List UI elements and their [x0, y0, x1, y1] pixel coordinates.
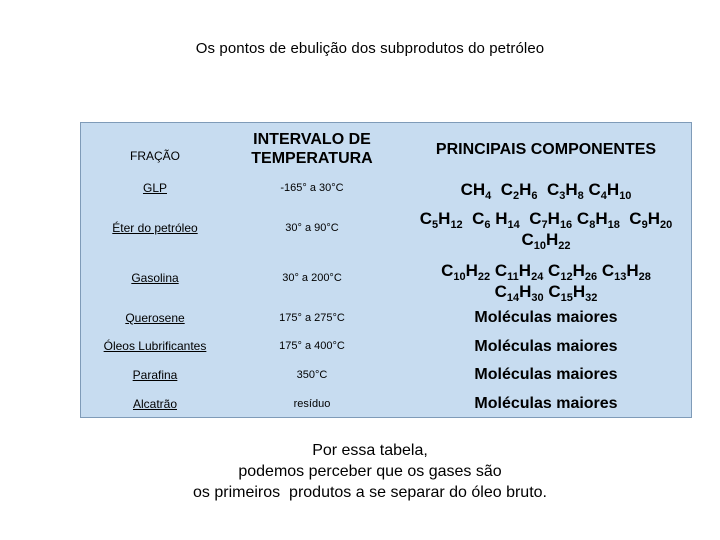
- conclusion-line-2: podemos perceber que os gases são: [238, 463, 502, 480]
- row-fraction-oleos: Óleos Lubrificantes: [103, 339, 207, 353]
- conclusion-line-1: Por essa tabela,: [312, 442, 428, 459]
- row-fraction-querosene: Querosene: [125, 311, 185, 325]
- page-title: Os pontos de ebulição dos subprodutos do petróleo: [195, 40, 545, 57]
- conclusion-note: [0, 440, 720, 503]
- row-range-querosene: 175° a 275°C: [279, 312, 345, 324]
- header-components: PRINCIPAIS COMPONENTES: [435, 140, 657, 158]
- row-components-querosene: Moléculas maiores: [474, 309, 618, 326]
- row-range-parafina: 350°C: [296, 369, 328, 381]
- header-fraction: FRAÇÃO: [129, 149, 180, 163]
- row-components-alcatrao: Moléculas maiores: [474, 395, 618, 412]
- conclusion-line-3: os primeiros produtos a se separar do óleo bruto.: [193, 484, 547, 501]
- row-range-eter: 30° a 90°C: [285, 222, 339, 234]
- header-temperature: [232, 126, 392, 172]
- header-temperature-line1: INTERVALO DE: [253, 131, 371, 148]
- row-fraction-parafina: Parafina: [132, 368, 178, 382]
- row-components-gasolina: $C_{10}H_{22}$ $C_{11}H_{24}$ $C_{12}H_{26}$ $C_{13}H_{28}$ $C_{14}H_{30}$ $C_{15}H_{32}$: [441, 261, 651, 304]
- row-components-glp: $CH_4$ $C_2H_6$ $C_3H_8$ $C_4H_{10}$: [460, 179, 632, 202]
- row-components-oleos: Moléculas maiores: [474, 338, 618, 355]
- row-components-parafina: Moléculas maiores: [474, 366, 618, 383]
- row-components-eter: $C_5H_{12}$ $C_6$ $H_{14}$ $C_7H_{16}$ $C_8H_{18}$ $C_9H_{20}$ $C_{10}H_{22}$: [419, 209, 673, 252]
- row-fraction-alcatrao: Alcatrão: [132, 397, 178, 411]
- row-fraction-gasolina: Gasolina: [131, 271, 179, 285]
- row-fraction-eter: Éter do petróleo: [112, 221, 198, 235]
- row-fraction-glp: GLP: [142, 181, 167, 195]
- row-range-alcatrao: resíduo: [293, 398, 331, 410]
- header-temperature-line2: TEMPERATURA: [251, 150, 373, 167]
- row-range-oleos: 175° a 400°C: [279, 340, 345, 352]
- row-range-gasolina: 30° a 200°C: [282, 272, 342, 284]
- row-range-glp: -165° a 30°C: [280, 182, 344, 194]
